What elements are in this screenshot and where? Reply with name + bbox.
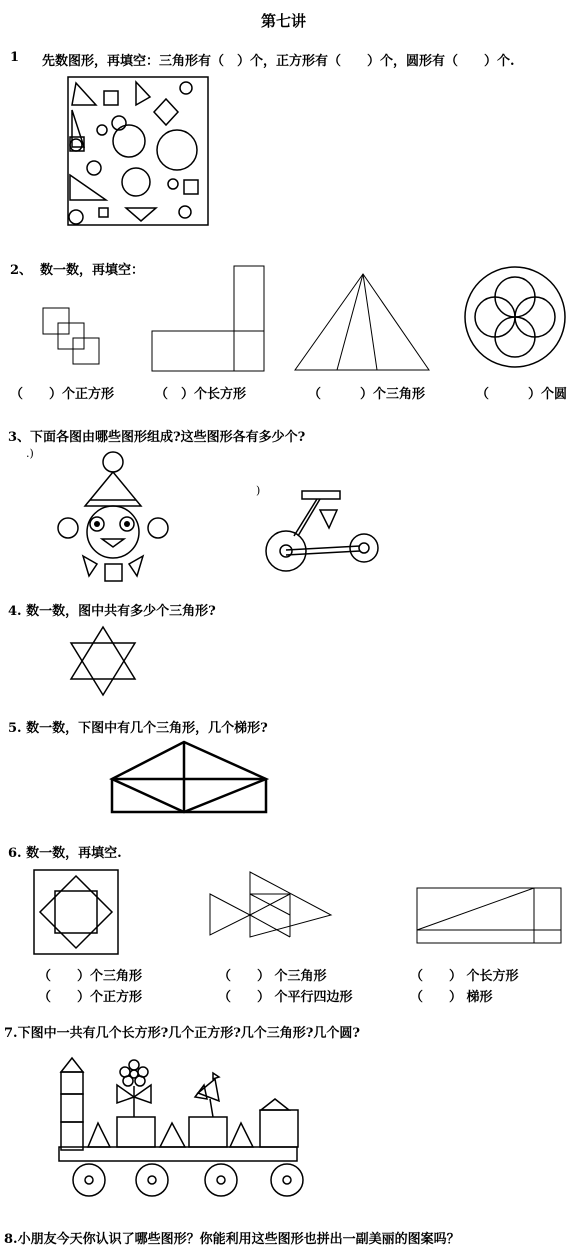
q3-mark-1: .) [26, 447, 34, 460]
q2-triangles-figure [293, 272, 433, 374]
q2-text: 数一数，再填空： [40, 263, 145, 278]
q6-col1-line2: （ ）个正方形 [38, 990, 143, 1005]
q6-col2-line1: （ ） 个三角形 [218, 969, 327, 984]
q8-text: 8.小朋友今天你认识了哪些图形？你能利用这些图形也拼出一副美丽的图案吗？ [4, 1232, 460, 1247]
q2-label-circles: （ ）个圆 [476, 387, 568, 402]
q7-train-figure [55, 1055, 315, 1203]
q7-text: 7.下图中一共有几个长方形?几个正方形?几个三角形?几个圆? [4, 1026, 361, 1041]
q1-number: 1 [10, 50, 20, 65]
q3-clown-figure [55, 448, 175, 586]
q3-mark-2: ) [256, 484, 261, 497]
q6-col3-line2: （ ） 梯形 [410, 990, 493, 1005]
q3-bicycle-figure [262, 488, 382, 578]
q2-squares-figure [40, 305, 105, 370]
page-title: 第七讲 [261, 12, 307, 30]
q6-text: 6. 数一数，再填空. [8, 846, 122, 861]
q2-label-triangles: （ ）个三角形 [308, 387, 426, 402]
q2-number: 2、 [10, 263, 33, 278]
q2-circles-figure [462, 264, 568, 370]
q6-rectangle-figure [414, 885, 564, 947]
q6-triangles-figure [206, 867, 334, 945]
q4-star-figure [66, 624, 140, 698]
q2-rectangles-figure [150, 264, 268, 374]
q6-col1-line1: （ ）个三角形 [38, 969, 143, 984]
q3-text: 3、下面各图由哪些图形组成?这些图形各有多少个? [8, 430, 306, 445]
q2-label-squares: （ ）个正方形 [10, 387, 115, 402]
q5-shape-figure [107, 739, 269, 815]
q6-col3-line1: （ ） 个长方形 [410, 969, 519, 984]
q1-text: 先数图形，再填空：三角形有（ ）个，正方形有（ ）个，圆形有（ ）个. [42, 54, 515, 69]
q5-text: 5. 数一数，下图中有几个三角形，几个梯形? [8, 721, 268, 736]
q6-col2-line2: （ ） 个平行四边形 [218, 990, 353, 1005]
q6-square-figure [30, 866, 122, 958]
q2-label-rectangles: （ ）个长方形 [155, 387, 247, 402]
q4-text: 4. 数一数，图中共有多少个三角形? [8, 604, 216, 619]
q1-shapes-figure [66, 75, 216, 230]
